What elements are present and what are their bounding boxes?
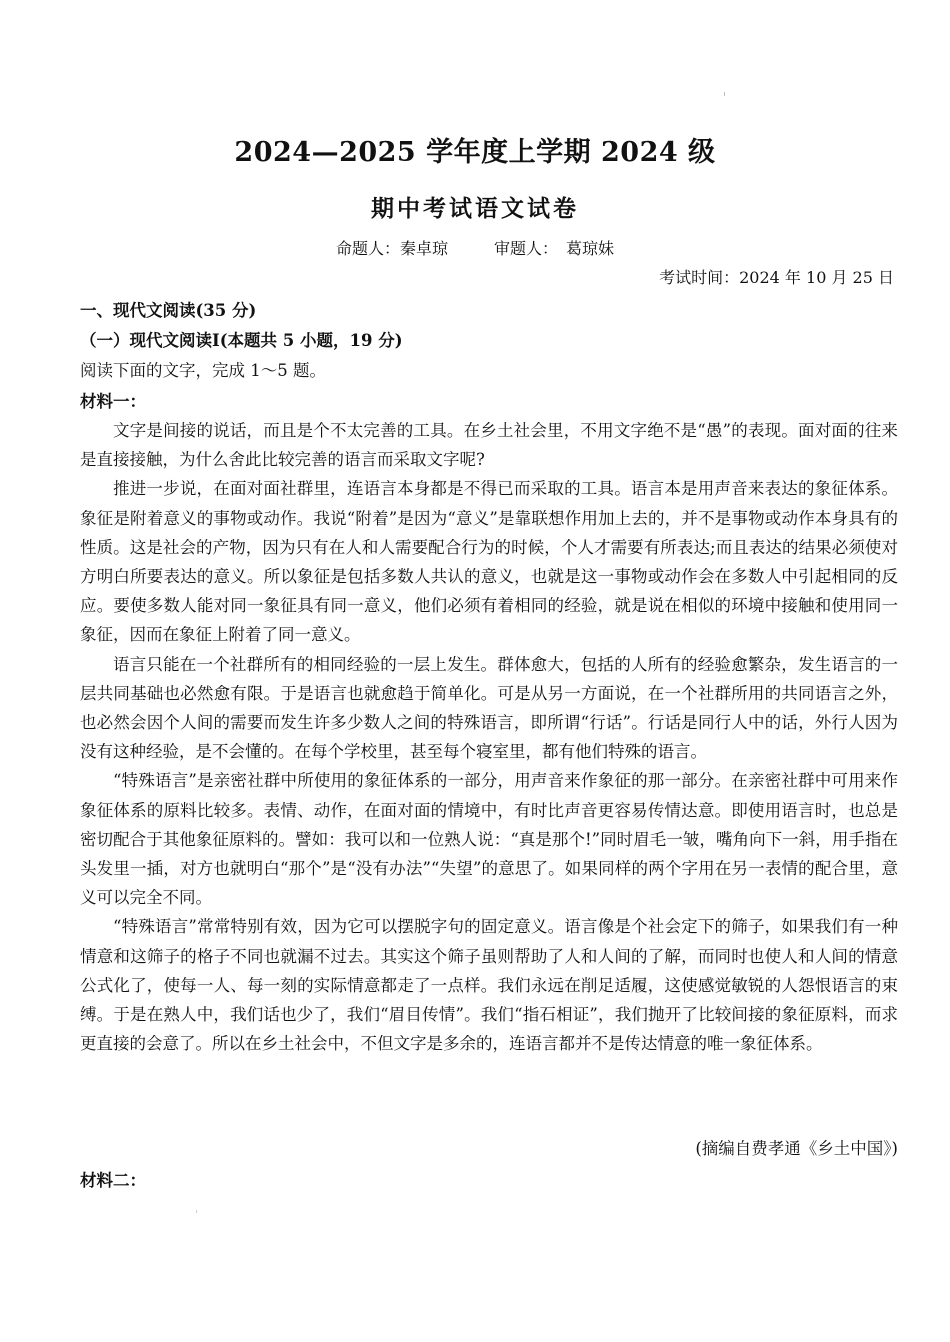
section-heading: 一、现代文阅读(35 分)	[80, 301, 257, 320]
paragraph: 文字是间接的说话，而且是个不太完善的工具。在乡土社会里，不用文字绝不是“愚”的表现。面对面的往来是直接接触，为什么舍此比较完善的语言而采取文字呢?	[80, 421, 898, 470]
source-citation: (摘编自费孝通《乡土中国》)	[695, 1139, 898, 1158]
paragraph: 语言只能在一个社群所有的相同经验的一层上发生。群体愈大，包括的人所有的经验愈繁杂，发生语言的一层共同基础也必然愈有限。于是语言也就愈趋于简单化。可是从另一方面说，在一个社群所用的共同语言之外，也必然会因个人间的需要而发生许多少数人之间的特殊语言，即所谓“行话”。行话是同行人中的话，外行人因为没有这种经验，是不会懂的。在每个学校里，甚至每个寝室里，都有他们特殊的语言。	[80, 654, 898, 762]
exam-subtitle: 期中考试语文试卷	[371, 195, 579, 222]
scan-mark	[724, 92, 725, 96]
exam-date: 考试时间：2024 年 10 月 25 日	[659, 268, 894, 287]
authors-line	[0, 236, 950, 259]
exam-title: 2024—2025 学年度上学期 2024 级	[234, 137, 716, 168]
material-one-body	[80, 416, 898, 1058]
instruction-text: 阅读下面的文字，完成 1～5 题。	[80, 361, 326, 380]
material-one-label: 材料一：	[80, 392, 146, 411]
paragraph: “特殊语言”常常特别有效，因为它可以摆脱字句的固定意义。语言像是个社会定下的筛子，如果我们有一种情意和这筛子的格子不同也就漏不过去。其实这个筛子虽则帮助了人和人间的了解，而同时也使人和人间的情意公式化了，使每一人、每一刻的实际情意都走了一点样。我们永远在削足适履，这使感觉敏锐的人怨恨语言的束缚。于是在熟人中，我们话也少了，我们“眉目传情”。我们“指石相证”，我们抛开了比较间接的象征原料，而求更直接的会意了。所以在乡土社会中，不但文字是多余的，连语言都并不是传达情意的唯一象征体系。	[80, 917, 898, 1054]
paragraph: 推进一步说，在面对面社群里，连语言本身都是不得已而采取的工具。语言本是用声音来表达的象征体系。象征是附着意义的事物或动作。我说“附着”是因为“意义”是靠联想作用加上去的，并不是事物或动作本身具有的性质。这是社会的产物，因为只有在人和人需要配合行为的时候，个人才需要有所表达;而且表达的结果必须使对方明白所要表达的意义。所以象征是包括多数人共认的意义，也就是这一事物或动作会在多数人中引起相同的反应。要使多数人能对同一象征具有同一意义，他们必须有着相同的经验，就是说在相似的环境中接触和使用同一象征，因而在象征上附着了同一意义。	[80, 479, 898, 645]
scan-mark	[196, 1210, 197, 1213]
paragraph: “特殊语言”是亲密社群中所使用的象征体系的一部分，用声音来作象征的那一部分。在亲密社群中可用来作象征体系的原料比较多。表情、动作，在面对面的情境中，有时比声音更容易传情达意。即使用语言时，也总是密切配合于其他象征原料的。譬如：我可以和一位熟人说：“真是那个!”同时眉毛一皱，嘴角向下一斜，用手指在头发里一插，对方也就明白“那个”是“没有办法”“失望”的意思了。如果同样的两个字用在另一表情的配合里，意义可以完全不同。	[80, 771, 898, 908]
reviewer-label: 审题人： 葛琼妹	[494, 239, 615, 258]
material-two-label: 材料二：	[80, 1171, 146, 1190]
subsection-heading: （一）现代文阅读Ⅰ(本题共 5 小题，19 分)	[80, 331, 403, 350]
setter-label: 命题人：秦卓琼	[335, 239, 448, 258]
